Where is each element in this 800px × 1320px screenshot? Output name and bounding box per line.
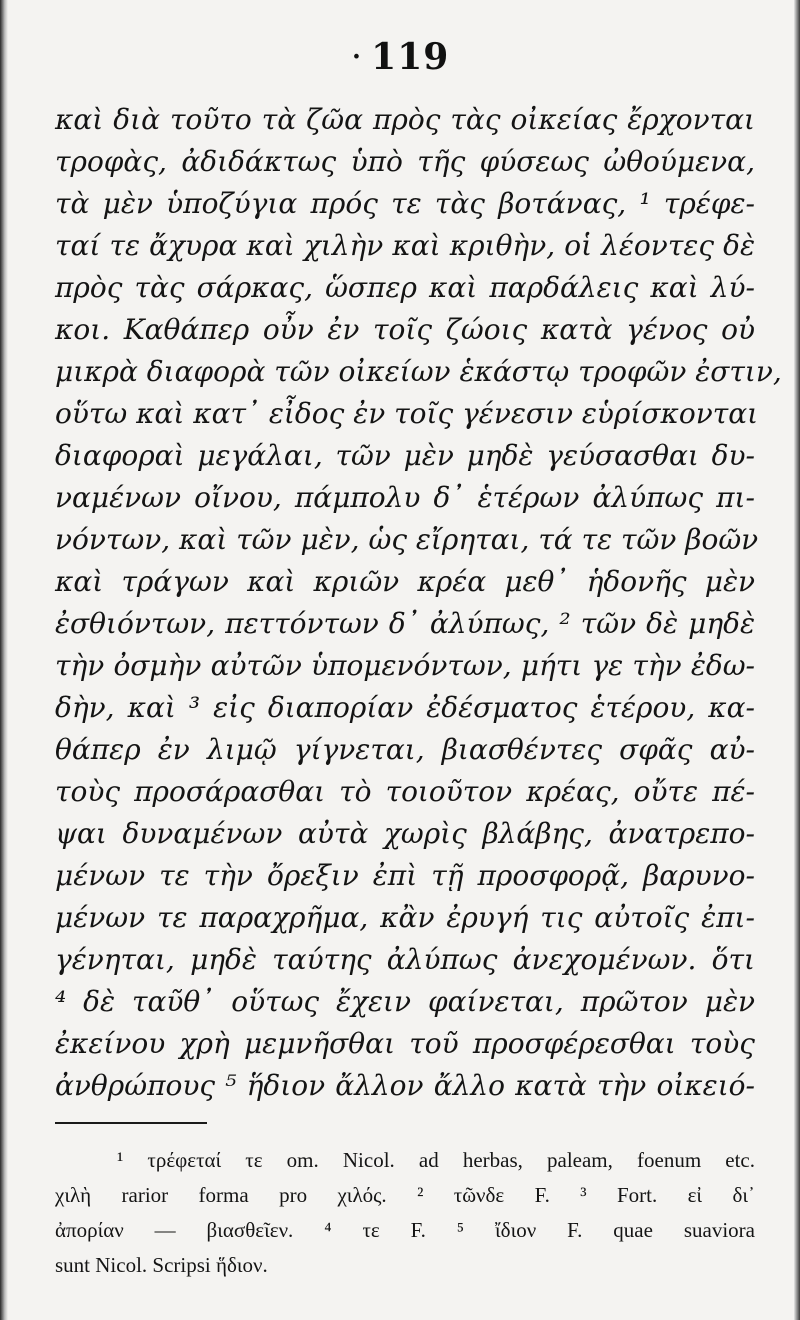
text-line: ἀνθρώπους ⁵ ἥδιον ἄλλον ἄλλο κατὰ τὴν οἰκειό- bbox=[55, 1069, 755, 1102]
text-line: ἐκείνου χρὴ μεμνῆσθαι τοῦ προσφέρεσθαι τοὺς bbox=[55, 1027, 755, 1060]
text-line: διαφοραὶ μεγάλαι, τῶν μὲν μηδὲ γεύσασθαι δυ- bbox=[55, 439, 755, 472]
main-greek-text bbox=[55, 99, 782, 1107]
footnote-line: ἀπορίαν — βιασθεῖεν. ⁴ τε F. ⁵ ἴδιον F. quae suaviora bbox=[55, 1218, 755, 1242]
page-number-header bbox=[0, 36, 800, 78]
text-line: καὶ διὰ τοῦτο τὰ ζῶα πρὸς τὰς οἰκείας ἔρχονται bbox=[55, 103, 755, 136]
text-line: μένων τε τὴν ὄρεξιν ἐπὶ τῇ προσφορᾷ, βαρυνο- bbox=[55, 859, 755, 892]
text-line: μένων τε παραχρῆμα, κἂν ἐρυγή τις αὐτοῖς ἐπι- bbox=[55, 901, 755, 934]
footnote-line: ¹ τρέφεταί τε om. Nicol. ad herbas, paleam, foenum etc. bbox=[117, 1148, 755, 1172]
page-right-edge-shadow bbox=[794, 0, 800, 1320]
text-line: καὶ τράγων καὶ κριῶν κρέα μεθ᾽ ἡδονῆς μὲν bbox=[55, 565, 755, 598]
text-line: τὴν ὀσμὴν αὐτῶν ὑπομενόντων, μήτι γε τὴν ἐδω- bbox=[55, 649, 755, 682]
page-number-dot: · bbox=[350, 37, 364, 78]
text-line: ψαι δυναμένων αὐτὰ χωρὶς βλάβης, ἀνατρεπο- bbox=[55, 817, 755, 850]
text-line: κοι. Καθάπερ οὖν ἐν τοῖς ζώοις κατὰ γένος οὐ bbox=[55, 313, 755, 346]
footnote-separator-rule bbox=[55, 1122, 207, 1124]
text-line: ναμένων οἴνου, πάμπολυ δ᾽ ἑτέρων ἀλύπως πι- bbox=[55, 481, 755, 514]
page-number: 119 bbox=[371, 36, 450, 78]
text-line: γένηται, μηδὲ ταύτης ἀλύπως ἀνεχομένων. ὅτι bbox=[55, 943, 755, 976]
text-line: ἐσθιόντων, πεττόντων δ᾽ ἀλύπως, ² τῶν δὲ μηδὲ bbox=[55, 607, 755, 640]
text-line: ταί τε ἄχυρα καὶ χιλὴν καὶ κριθὴν, οἱ λέοντες δὲ bbox=[55, 229, 755, 262]
text-line: μικρὰ διαφορὰ τῶν οἰκείων ἑκάστῳ τροφῶν ἐστιν, bbox=[55, 355, 782, 388]
footnote-line: sunt Nicol. Scripsi ἥδιον. bbox=[55, 1253, 268, 1277]
text-line: πρὸς τὰς σάρκας, ὥσπερ καὶ παρδάλεις καὶ λύ- bbox=[55, 271, 755, 304]
text-line: θάπερ ἐν λιμῷ γίγνεται, βιασθέντες σφᾶς αὐ- bbox=[55, 733, 755, 766]
text-line: τοὺς προσάρασθαι τὸ τοιοῦτον κρέας, οὔτε πέ- bbox=[55, 775, 755, 808]
text-line: ⁴ δὲ ταῦθ᾽ οὕτως ἔχειν φαίνεται, πρῶτον μὲν bbox=[55, 985, 755, 1018]
text-line: τὰ μὲν ὑποζύγια πρός τε τὰς βοτάνας, ¹ τρέφε- bbox=[55, 187, 755, 220]
text-line: νόντων, καὶ τῶν μὲν, ὡς εἴρηται, τά τε τῶν βοῶν bbox=[55, 523, 759, 556]
footnote-line: χιλὴ rarior forma pro χιλός. ² τῶνδε F. ³ Fort. εἰ δι᾽ bbox=[55, 1183, 755, 1207]
text-line: τροφὰς, ἀδιδάκτως ὑπὸ τῆς φύσεως ὠθούμενα, bbox=[55, 145, 755, 178]
text-line: οὕτω καὶ κατ᾽ εἶδος ἐν τοῖς γένεσιν εὑρίσκονται bbox=[55, 397, 759, 430]
footnotes-block bbox=[55, 1143, 755, 1283]
page-left-edge-shadow bbox=[0, 0, 8, 1320]
text-line: δὴν, καὶ ³ εἰς διαπορίαν ἐδέσματος ἑτέρου, κα- bbox=[55, 691, 755, 724]
